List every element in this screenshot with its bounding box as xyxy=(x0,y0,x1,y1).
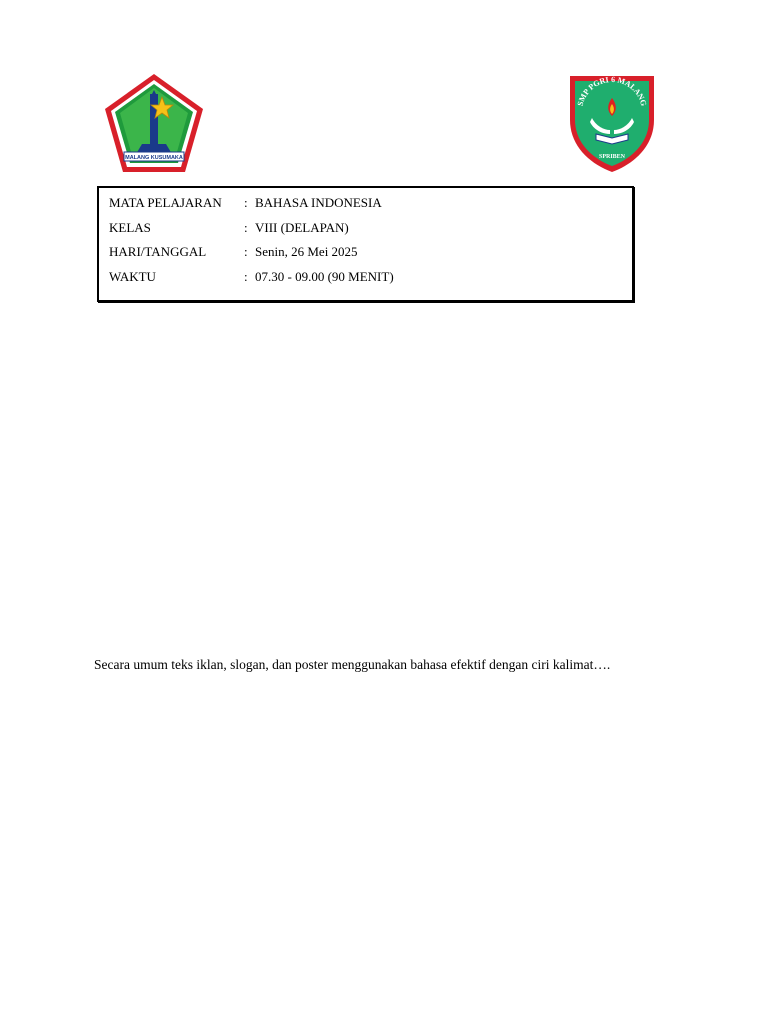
info-colon: : xyxy=(244,244,248,259)
info-value: BAHASA INDONESIA xyxy=(255,195,382,210)
info-label: KELAS xyxy=(109,220,151,235)
question-text: Secara umum teks iklan, slogan, dan poster menggunakan bahasa efektif dengan ciri kalimat…. xyxy=(94,657,611,672)
right-logo-ring-text: SMP PGRI 6 MALANG xyxy=(575,74,649,108)
info-value: Senin, 26 Mei 2025 xyxy=(255,244,358,259)
info-value: 07.30 - 09.00 (90 MENIT) xyxy=(255,269,394,284)
info-colon: : xyxy=(244,195,248,210)
info-colon: : xyxy=(244,220,248,235)
info-label: MATA PELAJARAN xyxy=(109,195,222,210)
left-logo-ribbon-text: MALANG KUSUMAKA xyxy=(125,155,183,161)
info-colon: : xyxy=(244,269,248,284)
exam-info-box xyxy=(97,186,634,302)
info-value: VIII (DELAPAN) xyxy=(255,220,349,235)
malang-regency-logo xyxy=(102,72,206,176)
info-label: WAKTU xyxy=(109,269,156,284)
malang-regency-emblem-icon xyxy=(102,72,206,176)
school-logo xyxy=(566,68,658,174)
right-logo-motto: SPRIBEN xyxy=(598,154,626,160)
info-label: HARI/TANGGAL xyxy=(109,244,207,259)
smp-pgri-6-malang-emblem-icon xyxy=(566,68,658,174)
